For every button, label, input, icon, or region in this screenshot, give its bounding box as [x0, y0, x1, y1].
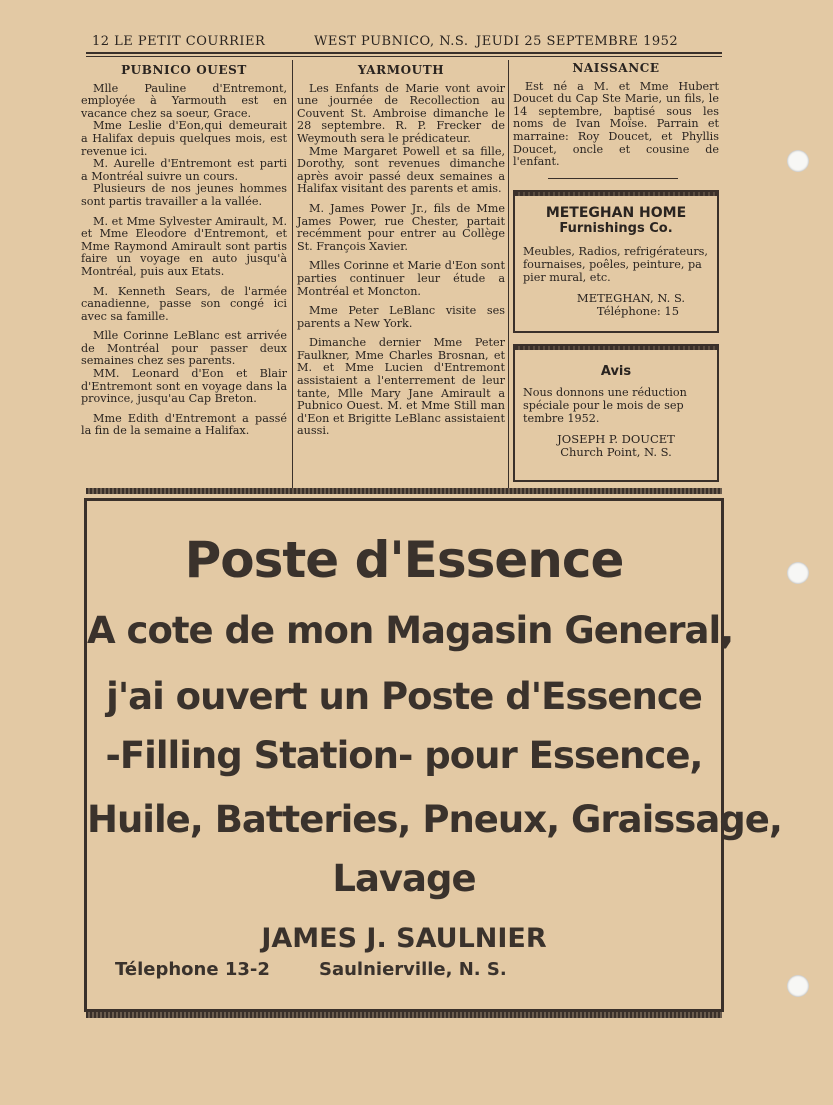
- news-item: M. Kenneth Sears, de l'armée canadienne, passe son congé ici avec sa famille.: [81, 284, 287, 323]
- header-rule: [86, 52, 722, 54]
- ad-advertiser-name: JAMES J. SAULNIER: [261, 923, 547, 954]
- column-pubnico-ouest: [81, 64, 287, 445]
- ad-line: -Filling Station- pour Essence,: [105, 734, 703, 777]
- avis-place: Church Point, N. S.: [560, 445, 672, 459]
- news-item: Mlle Pauline d'Entremont, employée à Yarmouth est en vacance chez sa soeur, Grace.: [81, 81, 287, 120]
- avis-body: Nous donnons une réduction spéciale pour le mois de sep tembre 1952.: [523, 386, 687, 425]
- news-item: MM. Leonard d'Eon et Blair d'Entremont sont en voyage dans la province, jusqu'au Cap Breton.: [81, 367, 287, 406]
- news-item: Mme Peter LeBlanc visite ses parents a New York.: [297, 304, 505, 330]
- page-title: 12 LE PETIT COURRIER: [92, 34, 266, 49]
- ad-phone: Téléphone: 15: [596, 304, 680, 318]
- column-divider: [508, 60, 509, 488]
- ad-line: Lavage: [332, 857, 476, 900]
- news-item: Mme Leslie d'Eon,qui demeurait a Halifax depuis quelques mois, est revenue ici.: [81, 119, 287, 158]
- ad-phone: Télephone 13-2: [115, 959, 270, 980]
- binder-hole: [787, 150, 809, 172]
- column-yarmouth: [297, 64, 505, 445]
- meteghan-home-ad: [513, 190, 719, 333]
- news-item: Mme Edith d'Entremont a passé la fin de la semaine a Halifax.: [81, 411, 287, 438]
- avis-title: Avis: [600, 364, 632, 379]
- column-heading: YARMOUTH: [357, 63, 445, 77]
- section-divider: [86, 488, 722, 494]
- avis-name: JOSEPH P. DOUCET: [557, 432, 675, 446]
- birth-notice: Est né a M. et Mme Hubert Doucet du Cap Ste Marie, un fils, le 14 septembre, baptisé sous les noms de Ivan Moïse. Parrain et marraine: Roy Doucet, et Phyllis Doucet, oncle et cousine de l'enfant.: [513, 79, 719, 169]
- header-date: JEUDI 25 SEPTEMBRE 1952: [476, 34, 679, 49]
- news-item: Mme Margaret Powell et sa fille, Dorothy, sont revenues dimanche après avoir passé deux semaines a Halifax visitant des parents et amis.: [297, 144, 505, 196]
- binder-hole: [787, 562, 809, 584]
- ad-headline: Poste d'Essence: [184, 531, 624, 589]
- news-item: M. et Mme Sylvester Amirault, M. et Mme Eleodore d'Entremont, et Mme Raymond Amirault sont partis faire un voyage en auto jusqu'à Montréal, puis aux Etats.: [81, 214, 287, 278]
- news-item: Mlle Corinne LeBlanc est arrivée de Montréal pour passer deux semaines chez ses parents.: [81, 329, 287, 368]
- column-divider: [292, 60, 293, 488]
- bottom-border: [86, 1012, 722, 1018]
- ad-border-bar: [515, 192, 717, 196]
- binder-hole: [787, 975, 809, 997]
- avis-notice: [513, 344, 719, 482]
- poste-essence-ad: [84, 498, 782, 1012]
- ad-body: Meubles, Radios, refrigérateurs, fournaises, poêles, peinture, pa pier mural, etc.: [523, 245, 708, 284]
- ad-title: METEGHAN HOME: [545, 205, 687, 221]
- ad-line: j'ai ouvert un Poste d'Essence: [106, 675, 702, 718]
- column-heading: NAISSANCE: [572, 61, 660, 75]
- ad-place: METEGHAN, N. S.: [576, 291, 686, 305]
- header-location: WEST PUBNICO, N.S.: [314, 34, 469, 49]
- column-heading: PUBNICO OUEST: [121, 63, 247, 77]
- column-naissance: [513, 62, 719, 176]
- ad-place: Saulnierville, N. S.: [319, 959, 507, 980]
- separator-rule: [548, 178, 678, 179]
- news-item: Les Enfants de Marie vont avoir une journée de Recollection au Couvent St. Ambroise dimanche le 28 septembre. R. P. Frecker de Weymouth sera le prédicateur.: [297, 81, 505, 145]
- news-item: Dimanche dernier Mme Peter Faulkner, Mme Charles Brosnan, et M. et Mme Lucien d'Entremont assistaient a l'enterrement de leur tante, Mlle Mary Jane Amirault a Pubnico Ouest. M. et Mme Still man d'Eon et Brigitte LeBlanc assistaient aussi.: [297, 336, 505, 438]
- ad-line: Huile, Batteries, Pneux, Graissage,: [87, 798, 782, 841]
- news-item: Plusieurs de nos jeunes hommes sont partis travailler a la vallée.: [81, 182, 287, 208]
- ad-line: A cote de mon Magasin General,: [87, 609, 734, 652]
- news-item: M. James Power Jr., fils de Mme James Power, rue Chester, partait recémment pour entrer au Collège St. François Xavier.: [297, 201, 505, 253]
- page-header: [92, 34, 720, 52]
- header-rule: [86, 56, 722, 57]
- news-item: M. Aurelle d'Entremont est parti a Montréal suivre un cours.: [81, 157, 287, 183]
- ad-subtitle: Furnishings Co.: [559, 221, 673, 236]
- news-item: Mlles Corinne et Marie d'Eon sont parties continuer leur étude a Montréal et Moncton.: [297, 259, 505, 298]
- ad-border-bar: [515, 346, 717, 350]
